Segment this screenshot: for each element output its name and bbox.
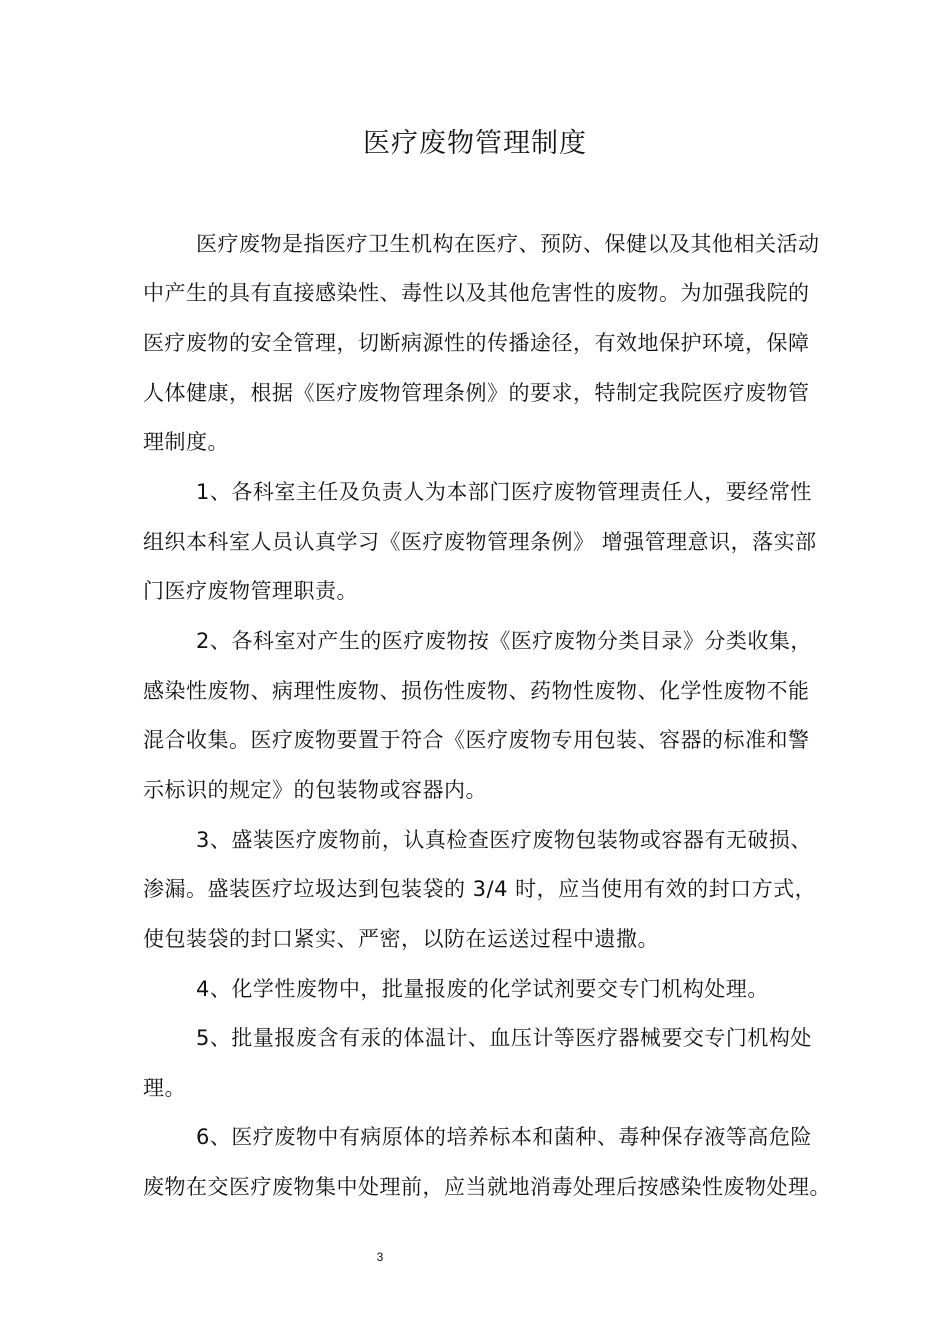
page-number: 3 [376,1250,384,1264]
paragraph-line: 废物在交医疗废物集中处理前，应当就地消毒处理后按感染性废物处理。 [143,1175,831,1199]
document-title: 医疗废物管理制度 [363,128,587,159]
paragraph-line: 理。 [143,1076,186,1100]
paragraph-line: 理制度。 [143,430,229,454]
paragraph-line: 组织本科室人员认真学习《医疗废物管理条例》 增强管理意识，落实部 [143,530,817,554]
paragraph-line: 2、各科室对产生的医疗废物按《医疗废物分类目录》分类收集， [196,629,812,653]
paragraph-line: 示标识的规定》的包装物或容器内。 [143,778,487,802]
paragraph-line: 门医疗废物管理职责。 [143,579,358,603]
paragraph-line: 4、化学性废物中，批量报废的化学试剂要交专门机构处理。 [196,977,769,1001]
paragraph-line: 3、盛装医疗废物前，认真检查医疗废物包装物或容器有无破损、 [196,828,812,852]
paragraph-line: 混合收集。医疗废物要置于符合《医疗废物专用包装、容器的标准和警 [143,728,810,752]
paragraph-line: 使包装袋的封口紧实、严密，以防在运送过程中遗撒。 [143,927,659,951]
paragraph-line: 6、医疗废物中有病原体的培养标本和菌种、毒种保存液等高危险 [196,1125,812,1149]
paragraph-line: 1、各科室主任及负责人为本部门医疗废物管理责任人，要经常性 [196,480,812,504]
paragraph-line: 医疗废物的安全管理，切断病源性的传播途径，有效地保护环境，保障 [143,331,810,355]
paragraph-line: 人体健康，根据《医疗废物管理条例》的要求，特制定我院医疗废物管 [143,381,810,405]
paragraph-line: 渗漏。盛装医疗垃圾达到包装袋的 3/4 时，应当使用有效的封口方式， [143,877,817,901]
paragraph-line: 感染性废物、病理性废物、损伤性废物、药物性废物、化学性废物不能 [143,679,810,703]
paragraph-line: 医疗废物是指医疗卫生机构在医疗、预防、保健以及其他相关活动 [196,232,820,256]
paragraph-line: 中产生的具有直接感染性、毒性以及其他危害性的废物。为加强我院的 [143,281,810,305]
paragraph-line: 5、批量报废含有汞的体温计、血压计等医疗器械要交专门机构处 [196,1026,812,1050]
